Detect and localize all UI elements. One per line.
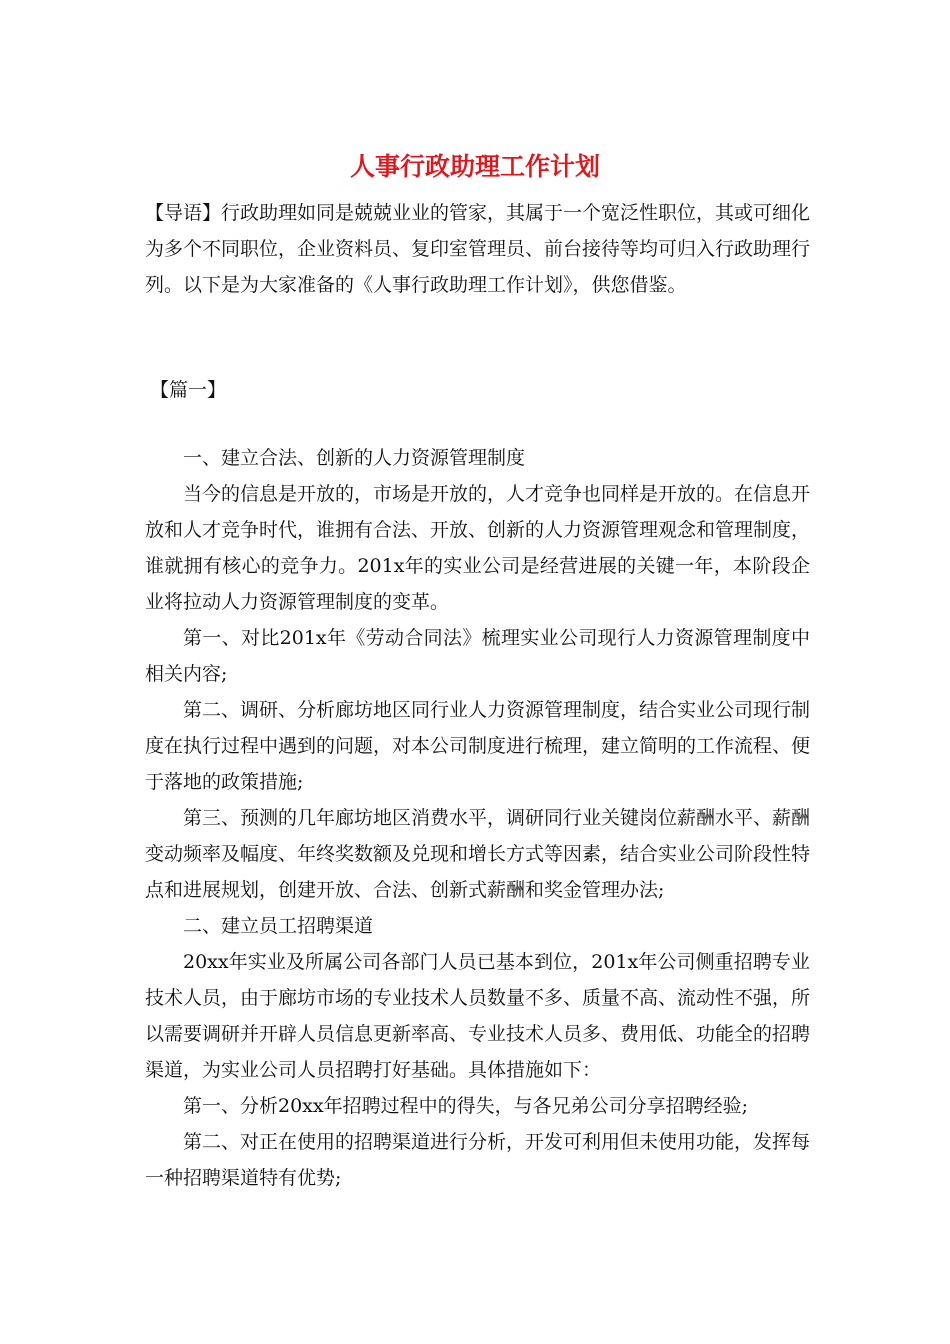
body-paragraph: 20xx年实业及所属公司各部门人员已基本到位，201x年公司侧重招聘专业技术人员，由于廊坊市场的专业技术人员数量不多、质量不高、流动性不强，所以需要调研并开辟人员信息更新率高、专业技术人员多、费用低、功能全的招聘渠道，为实业公司人员招聘打好基础。具体措施如下： xyxy=(145,951,811,1081)
body-paragraph: 第二、调研、分析廊坊地区同行业人力资源管理制度，结合实业公司现行制度在执行过程中遇到的问题，对本公司制度进行梳理，建立简明的工作流程、便于落地的政策措施; xyxy=(145,699,811,793)
intro-paragraph: 【导语】行政助理如同是兢兢业业的管家，其属于一个宽泛性职位，其或可细化为多个不同职位，企业资料员、复印室管理员、前台接待等均可归入行政助理行列。以下是为大家准备的《人事行政助理工作计划》，供您借鉴。 xyxy=(145,202,811,296)
body-paragraph: 第一、分析20xx年招聘过程中的得失，与各兄弟公司分享招聘经验; xyxy=(183,1095,749,1117)
body-text xyxy=(145,440,810,1196)
page-title: 人事行政助理工作计划 xyxy=(349,152,600,181)
body-paragraph: 第一、对比201x年《劳动合同法》梳理实业公司现行人力资源管理制度中相关内容; xyxy=(145,627,810,685)
body-paragraph: 第三、预测的几年廊坊地区消费水平，调研同行业关键岗位薪酬水平、薪酬变动频率及幅度、年终奖数额及兑现和增长方式等因素，结合实业公司阶段性特点和进展规划，创建开放、合法、创新式薪酬和奖金管理办法; xyxy=(145,807,811,901)
body-paragraph: 第二、对正在使用的招聘渠道进行分析，开发可利用但未使用功能，发挥每一种招聘渠道特有优势; xyxy=(145,1131,811,1189)
section-heading-1: 一、建立合法、创新的人力资源管理制度 xyxy=(183,447,526,469)
section-marker: 【篇一】 xyxy=(150,379,227,401)
body-paragraph: 当今的信息是开放的，市场是开放的，人才竞争也同样是开放的。在信息开放和人才竞争时代，谁拥有合法、开放、创新的人力资源管理观念和管理制度，谁就拥有核心的竞争力。201x年的实业公司是经营进展的关键一年，本阶段企业将拉动人力资源管理制度的变革。 xyxy=(145,483,811,613)
section-heading-2: 二、建立员工招聘渠道 xyxy=(183,915,374,937)
